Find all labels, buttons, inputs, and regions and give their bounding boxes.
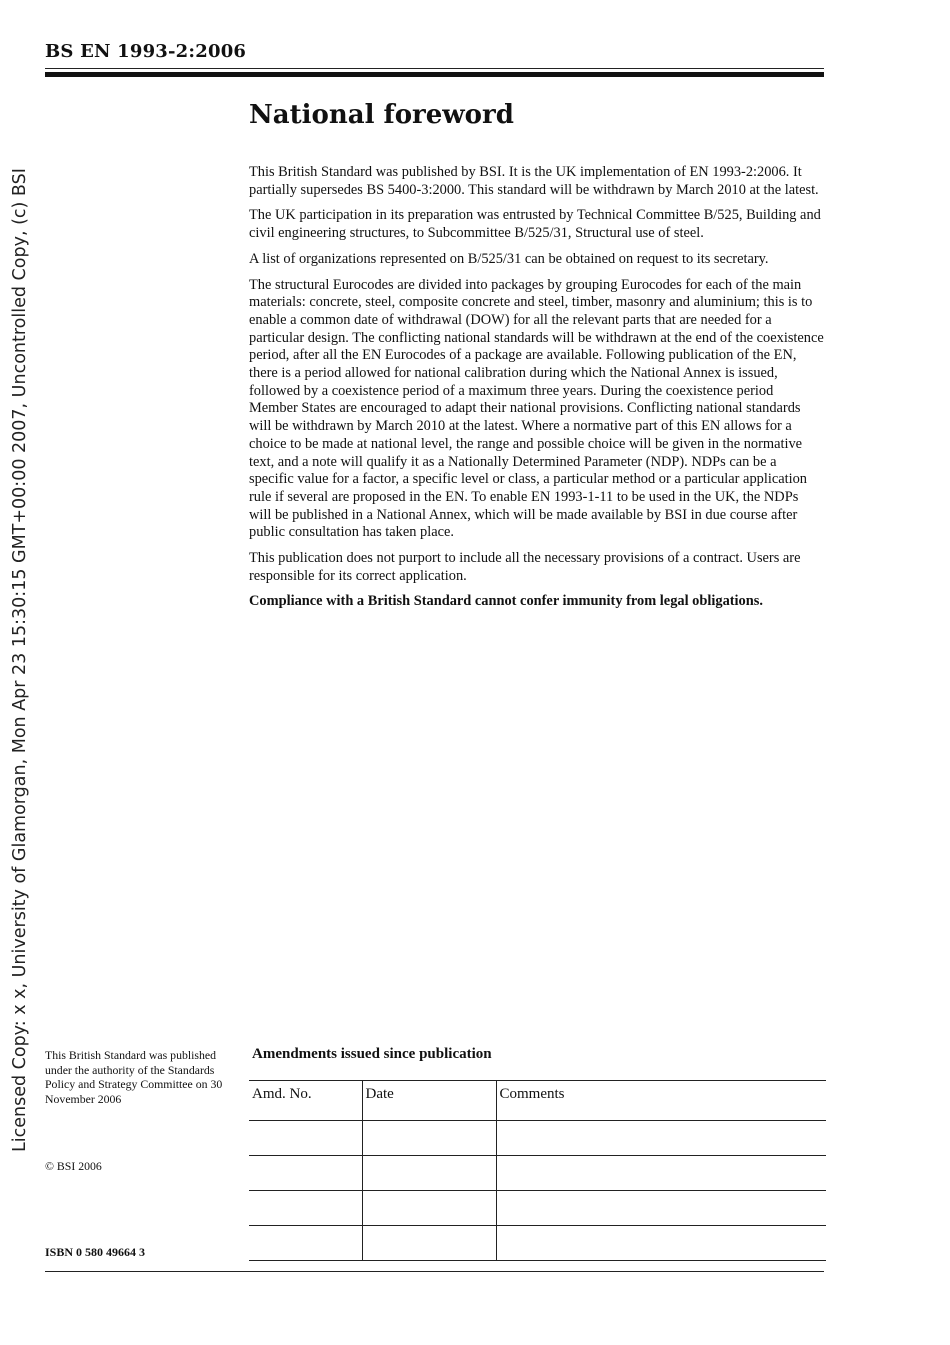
table-cell: [496, 1121, 826, 1156]
copyright-note: © BSI 2006: [45, 1159, 102, 1173]
table-cell: [249, 1156, 362, 1191]
table-row: [249, 1156, 826, 1191]
paragraph: The structural Eurocodes are divided into packages by grouping Eurocodes for each of the main materials: concrete, steel, composite concrete and steel, timber, masonry and aluminium; this is to enable a common date of withdrawal (DOW) for all the relevant parts that are needed for a particular design. The conflicting national standards will be withdrawn at the end of the coexistence period, after all the EN Eurocodes of a package are available. Following publication of the EN, there is a period allowed for national calibration during which the National Annex is issued, followed by a coexistence period of a maximum three years. During the coexistence period Member States are encouraged to adapt their national provisions. Conflicting national standards will be withdrawn by March 2010 at the latest. Where a normative part of this EN allows for a choice to be made at national level, the range and possible choice will be given in the normative text, and a note will qualify it as a Nationally Determined Parameter (NDP). NDPs can be a specific value for a factor, a specific level or class, a particular method or a particular application rule if several are proposed in the EN. To enable EN 1993-1-11 to be used in the UK, the NDPs will be published in a National Annex, which will be made available by BSI in due course after public consultation has taken place.: [249, 276, 824, 541]
table-cell: [249, 1121, 362, 1156]
column-header: Amd. No.: [249, 1081, 362, 1121]
column-header: Comments: [496, 1081, 826, 1121]
compliance-notice: Compliance with a British Standard cannot confer immunity from legal obligations.: [249, 593, 763, 610]
table-row: [249, 1226, 826, 1261]
header-rule-thick: [45, 72, 824, 77]
authority-note: This British Standard was published under the authority of the Standards Policy and Strategy Committee on 30 November 2006: [45, 1048, 223, 1106]
table-row: [249, 1121, 826, 1156]
paragraph: This British Standard was published by BSI. It is the UK implementation of EN 1993-2:2006. It partially supersedes BS 5400-3:2000. This standard will be withdrawn by March 2010 at the latest.: [249, 164, 819, 198]
isbn: ISBN 0 580 49664 3: [45, 1245, 146, 1259]
table-cell: [496, 1156, 826, 1191]
table-cell: [249, 1226, 362, 1261]
table-header-row: [249, 1081, 826, 1121]
paragraph: A list of organizations represented on B/525/31 can be obtained on request to its secretary.: [249, 250, 769, 267]
header-rule-thin: [45, 68, 824, 69]
table-cell: [496, 1226, 826, 1261]
column-header: Date: [362, 1081, 496, 1121]
table-cell: [362, 1156, 496, 1191]
foreword-body: [249, 164, 824, 619]
footer-rule: [45, 1271, 824, 1272]
table-cell: [362, 1121, 496, 1156]
paragraph: The UK participation in its preparation was entrusted by Technical Committee B/525, Building and civil engineering structures, to Subcommittee B/525/31, Structural use of steel.: [249, 207, 821, 242]
table-row: [249, 1191, 826, 1226]
table-cell: [362, 1191, 496, 1226]
paragraph: This publication does not purport to include all the necessary provisions of a contract. Users are responsible for its correct application.: [249, 550, 801, 584]
amendments-title: Amendments issued since publication: [252, 1046, 492, 1062]
document-standard-id: BS EN 1993-2:2006: [45, 41, 247, 62]
table-cell: [496, 1191, 826, 1226]
table-cell: [362, 1226, 496, 1261]
table-cell: [249, 1191, 362, 1226]
amendments-table: [249, 1080, 826, 1261]
license-watermark: Licensed Copy: x x, University of Glamorgan, Mon Apr 23 15:30:15 GMT+00:00 2007, Uncontrolled Copy, (c) BSI: [10, 168, 30, 1152]
page-title: National foreword: [249, 100, 514, 130]
